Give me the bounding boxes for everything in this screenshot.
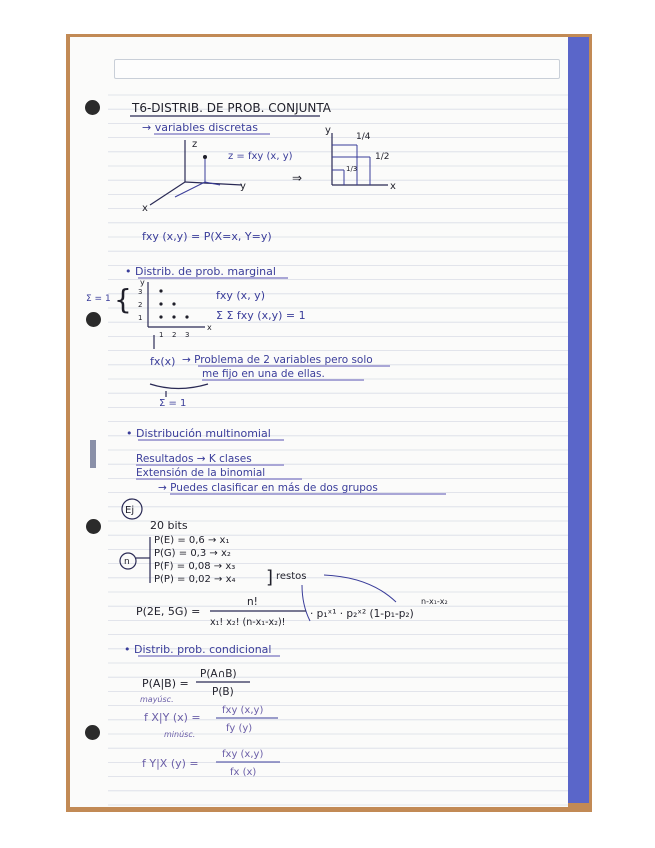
cond-fy-num: fxy (x,y) bbox=[222, 749, 264, 760]
axis-z-label: z bbox=[192, 139, 198, 150]
notes-subtitle: → variables discretas bbox=[142, 121, 258, 134]
formula-exp: n-x₁-x₂ bbox=[421, 597, 448, 606]
handwritten-notes bbox=[70, 37, 568, 807]
section-multinomial: • Distribución multinomial bbox=[126, 427, 271, 440]
restos-label: restos bbox=[276, 571, 307, 582]
minus-note: minúsc. bbox=[164, 730, 196, 739]
axis-2d-x: x bbox=[390, 181, 396, 192]
notebook-page bbox=[70, 37, 568, 807]
pmf-definition: fxy (x,y) = P(X=x, Y=y) bbox=[142, 230, 272, 243]
fraction-half: 1/2 bbox=[375, 152, 390, 162]
fraction-third: 1/3 bbox=[346, 165, 358, 173]
binder-hole-2 bbox=[86, 312, 101, 327]
cond-fy-lhs: f Y|X (y) = bbox=[142, 757, 199, 770]
formula-lhs: P(2E, 5G) = bbox=[136, 605, 201, 618]
cond-fy-den: fx (x) bbox=[230, 767, 257, 778]
grid-x-tick-1: 1 bbox=[159, 331, 164, 339]
cond-num: P(A∩B) bbox=[200, 668, 237, 680]
sum-equals-one: Σ = 1 bbox=[86, 294, 111, 304]
formula-num: n! bbox=[247, 596, 258, 608]
grid-axis-y: y bbox=[140, 278, 145, 287]
grid-axis-x: x bbox=[207, 323, 212, 332]
cond-fx-num: fxy (x,y) bbox=[222, 705, 264, 716]
cond-den: P(B) bbox=[212, 686, 234, 698]
implies-arrow: ⇒ bbox=[292, 171, 303, 185]
page-edge-band bbox=[568, 37, 589, 803]
grid-y-tick-1: 1 bbox=[138, 314, 143, 322]
example-n: 20 bits bbox=[150, 519, 188, 532]
multinomial-line1: Resultados → K clases bbox=[136, 453, 252, 465]
notes-title: T6-DISTRIB. DE PROB. CONJUNTA bbox=[132, 101, 331, 115]
marginal-fx: fx(x) bbox=[150, 355, 176, 368]
grid-x-tick-3: 3 bbox=[185, 331, 190, 339]
example-marker: Ej bbox=[125, 505, 135, 516]
prob-line-3: P(F) = 0,08 → x₃ bbox=[154, 561, 236, 572]
grid-plot bbox=[148, 282, 205, 327]
prob-line-1: P(E) = 0,6 → x₁ bbox=[154, 535, 230, 546]
grid-y-tick-2: 2 bbox=[138, 301, 143, 309]
multinomial-line3: → Puedes clasificar en más de dos grupos bbox=[158, 482, 378, 494]
prob-line-4: P(P) = 0,02 → x₄ bbox=[154, 574, 236, 585]
axis-y-label: y bbox=[240, 181, 246, 192]
section-marginal: • Distrib. de prob. marginal bbox=[125, 265, 276, 278]
grid-x-tick-2: 2 bbox=[172, 331, 177, 339]
formula-den: x₁! x₂! (n-x₁-x₂)! bbox=[210, 617, 286, 628]
brace: { bbox=[114, 283, 132, 316]
pmf-label: z = fxy (x, y) bbox=[228, 151, 293, 162]
cond-fx-lhs: f X|Y (x) = bbox=[144, 711, 201, 724]
cond-lhs: P(A|B) = bbox=[142, 677, 189, 690]
marginal-note-line2: me fijo en una de ellas. bbox=[202, 368, 325, 380]
marginal-f: fxy (x, y) bbox=[216, 289, 265, 302]
marginal-sum-below: Σ = 1 bbox=[159, 398, 187, 409]
grid-y-tick-3: 3 bbox=[138, 288, 143, 296]
section-conditional: • Distrib. prob. condicional bbox=[124, 643, 272, 656]
binder-hole-1 bbox=[85, 100, 100, 115]
marginal-note-line1: → Problema de 2 variables pero solo bbox=[182, 354, 373, 366]
binder-hole-4 bbox=[85, 725, 100, 740]
marginal-double-sum: Σ Σ fxy (x,y) = 1 bbox=[216, 309, 306, 322]
n-circle: n bbox=[124, 557, 130, 567]
cond-fx-den: fy (y) bbox=[226, 723, 253, 734]
fraction-quarter: 1/4 bbox=[356, 132, 371, 142]
binder-hole-3 bbox=[86, 519, 101, 534]
multinomial-line2: Extensión de la binomial bbox=[136, 467, 266, 479]
axis-2d-y: y bbox=[325, 125, 331, 136]
prob-line-2: P(G) = 0,3 → x₂ bbox=[154, 548, 231, 559]
restos-bracket: ] bbox=[266, 567, 274, 588]
formula-rhs: · p₁ˣ¹ · p₂ˣ² (1-p₁-p₂) bbox=[310, 608, 414, 620]
mayus-note: mayúsc. bbox=[140, 695, 174, 704]
axis-x-label: x bbox=[142, 203, 148, 214]
